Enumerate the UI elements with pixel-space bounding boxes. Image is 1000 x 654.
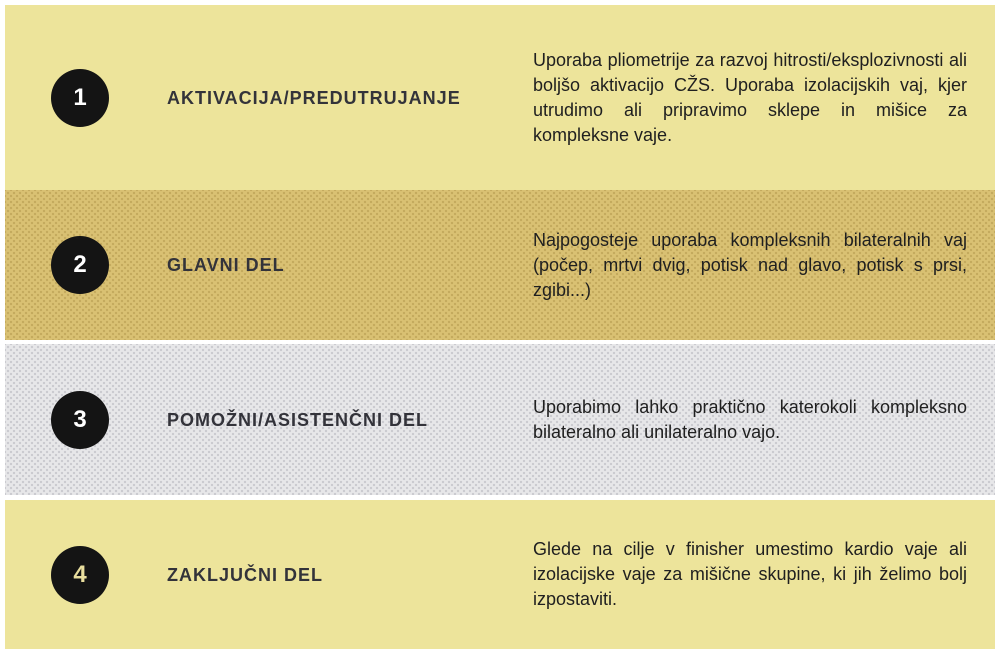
step-number-badge: 2 (51, 236, 109, 294)
section-title: AKTIVACIJA/PREDUTRUJANJE (167, 87, 461, 108)
step-number-cell (5, 546, 155, 604)
section-title: ZAKLJUČNI DEL (167, 564, 323, 585)
section-title: POMOŽNI/ASISTENČNI DEL (167, 409, 429, 430)
table-row-finisher (5, 500, 995, 649)
step-number-badge: 1 (51, 69, 109, 127)
step-number-cell (5, 69, 155, 127)
step-number-badge: 3 (51, 391, 109, 449)
step-number-badge: 4 (51, 546, 109, 604)
table-row-activation (5, 5, 995, 190)
section-description: Glede na cilje v finisher umestimo kardio vaje ali izolacijske vaje za mišične skupine, ki jih želimo bolj izpostaviti. (533, 539, 967, 609)
step-number-cell (5, 236, 155, 294)
table-row-main (5, 190, 995, 340)
table-row-assistance (5, 344, 995, 495)
section-title: GLAVNI DEL (167, 255, 285, 275)
section-description: Uporaba pliometrije za razvoj hitrosti/eksplozivnosti ali boljšo aktivacijo CŽS. Uporaba izolacijskih vaj, kjer utrudimo ali pripravimo sklepe in mišice za kompleksne vaje. (533, 49, 967, 145)
step-number-cell (5, 391, 155, 449)
section-description: Najpogosteje uporaba kompleksnih bilateralnih vaj (počep, mrtvi dvig, potisk nad glavo, potisk s prsi, zgibi...) (533, 229, 967, 300)
section-description: Uporabimo lahko praktično katerokoli kompleksno bilateralno ali unilateralno vajo. (533, 396, 967, 442)
